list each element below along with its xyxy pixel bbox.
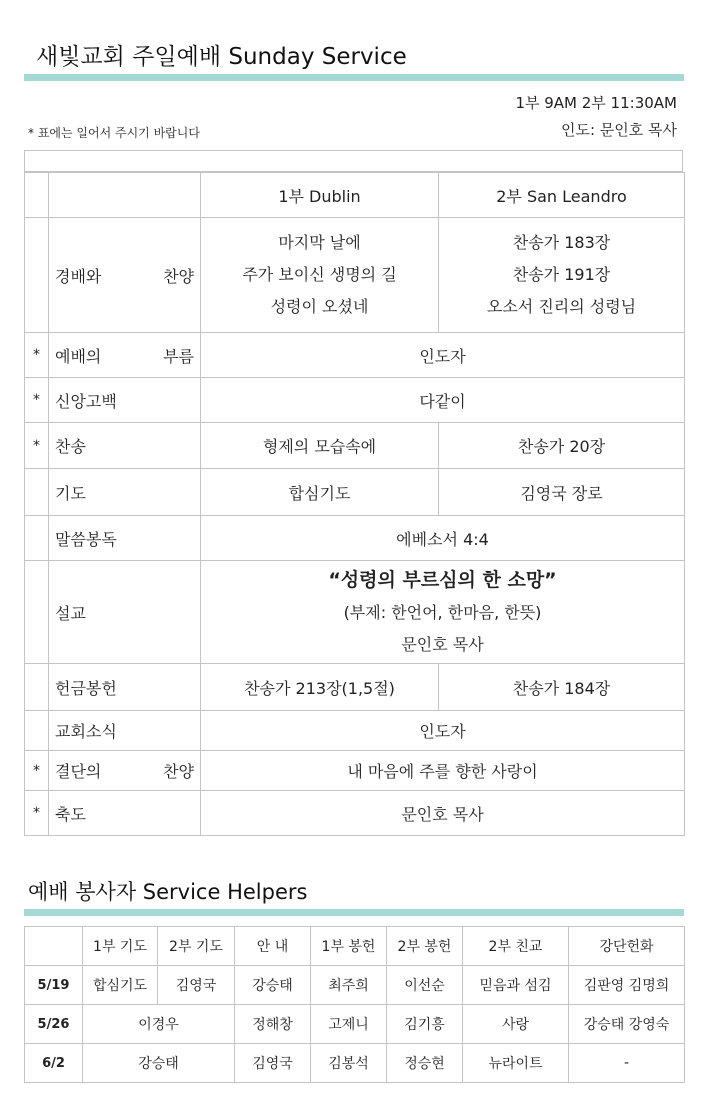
prayer-second: 김영국 장로 — [439, 469, 685, 516]
service-helpers-table — [24, 926, 685, 1083]
stand-mark: * — [25, 378, 49, 423]
col-second-service: 2부 San Leandro — [439, 173, 685, 218]
worship-first — [201, 218, 439, 333]
helper-cell: 믿음과 섬김 — [463, 966, 569, 1005]
helper-cell: 사랑 — [463, 1005, 569, 1044]
helpers-header: 안 내 — [235, 927, 311, 966]
label-offering: 헌금봉헌 — [49, 664, 201, 711]
prayer-first: 합심기도 — [201, 469, 439, 516]
song: 찬송가 191장 — [512, 265, 611, 284]
helper-cell: 김봉석 — [311, 1044, 387, 1083]
helpers-header-row — [25, 927, 685, 966]
helper-cell: - — [569, 1044, 685, 1083]
helpers-header: 1부 기도 — [83, 927, 158, 966]
helper-cell: 정해창 — [235, 1005, 311, 1044]
row-scripture — [25, 516, 685, 561]
row-hymn — [25, 423, 685, 469]
helper-date: 5/19 — [25, 966, 83, 1005]
row-decision — [25, 751, 685, 791]
table-row — [25, 1044, 685, 1083]
service-leader: 인도: 문인호 목사 — [560, 121, 677, 139]
helper-cell: 김영국 — [158, 966, 235, 1005]
label-news: 교회소식 — [49, 711, 201, 751]
helper-cell: 합심기도 — [83, 966, 158, 1005]
sermon-cell — [201, 561, 685, 664]
helper-cell: 정승현 — [387, 1044, 463, 1083]
helpers-header: 강단헌화 — [569, 927, 685, 966]
scripture-value: 에베소서 4:4 — [201, 516, 685, 561]
label-scripture: 말씀봉독 — [49, 516, 201, 561]
row-prayer — [25, 469, 685, 516]
song: 찬송가 183장 — [512, 233, 611, 252]
table-row — [25, 1005, 685, 1044]
hymn-second: 찬송가 20장 — [439, 423, 685, 469]
col-first-service: 1부 Dublin — [201, 173, 439, 218]
sermon-subtitle: (부제: 한언어, 한마음, 한뜻) — [343, 603, 542, 622]
news-value: 인도자 — [201, 711, 685, 751]
row-sermon — [25, 561, 685, 664]
helpers-header: 2부 친교 — [463, 927, 569, 966]
helper-cell: 고제니 — [311, 1005, 387, 1044]
label-benediction: 축도 — [49, 791, 201, 836]
standing-note: * 표에는 일어서 주시기 바랍니다 — [28, 126, 200, 140]
stand-mark: * — [25, 333, 49, 378]
helpers-header: 2부 봉헌 — [387, 927, 463, 966]
label-sermon: 설교 — [49, 561, 201, 664]
hymn-first: 형제의 모습속에 — [201, 423, 439, 469]
helper-date: 6/2 — [25, 1044, 83, 1083]
row-call-to-worship — [25, 333, 685, 378]
sermon-preacher: 문인호 목사 — [401, 635, 484, 654]
service-times: 1부 9AM 2부 11:30AM — [515, 94, 677, 112]
helpers-title: 예배 봉사자 Service Helpers — [28, 880, 308, 904]
label-creed: 신앙고백 — [49, 378, 201, 423]
helper-cell: 이경우 — [83, 1005, 235, 1044]
song: 오소서 진리의 성령님 — [486, 297, 637, 316]
title-divider — [24, 74, 684, 81]
helper-cell: 최주희 — [311, 966, 387, 1005]
row-worship — [25, 218, 685, 333]
stand-mark: * — [25, 751, 49, 791]
helpers-divider — [24, 909, 684, 916]
helper-cell: 강승태 — [235, 966, 311, 1005]
table-row — [25, 966, 685, 1005]
song: 주가 보이신 생명의 길 — [242, 265, 397, 284]
offering-first: 찬송가 213장(1,5절) — [201, 664, 439, 711]
creed-value: 다같이 — [201, 378, 685, 423]
row-offering — [25, 664, 685, 711]
offering-second: 찬송가 184장 — [439, 664, 685, 711]
row-benediction — [25, 791, 685, 836]
song: 마지막 날에 — [278, 233, 361, 252]
helper-cell: 이선순 — [387, 966, 463, 1005]
helpers-header: 2부 기도 — [158, 927, 235, 966]
song: 성령이 오셨네 — [270, 297, 369, 316]
row-creed — [25, 378, 685, 423]
service-info — [515, 90, 677, 144]
blank-row — [24, 150, 683, 172]
stand-mark: * — [25, 791, 49, 836]
label-call: 예배의 부름 — [49, 333, 201, 378]
page-title: 새빛교회 주일예배 Sunday Service — [36, 44, 407, 70]
helper-cell: 김기흥 — [387, 1005, 463, 1044]
worship-second — [439, 218, 685, 333]
row-news — [25, 711, 685, 751]
helper-cell: 강승태 — [83, 1044, 235, 1083]
label-hymn: 찬송 — [49, 423, 201, 469]
call-value: 인도자 — [201, 333, 685, 378]
helper-cell: 김영국 — [235, 1044, 311, 1083]
label-worship: 경배와 찬양 — [49, 218, 201, 333]
helpers-header: 1부 봉헌 — [311, 927, 387, 966]
helper-cell: 뉴라이트 — [463, 1044, 569, 1083]
label-prayer: 기도 — [49, 469, 201, 516]
stand-mark: * — [25, 423, 49, 469]
label-decision: 결단의 찬양 — [49, 751, 201, 791]
helper-cell: 강승태 강영숙 — [569, 1005, 685, 1044]
order-of-service-table — [24, 172, 685, 836]
column-header-row — [25, 173, 685, 218]
helper-cell: 김판영 김명희 — [569, 966, 685, 1005]
sermon-title: “성령의 부르심의 한 소망” — [328, 569, 557, 591]
benediction-value: 문인호 목사 — [201, 791, 685, 836]
decision-value: 내 마음에 주를 향한 사랑이 — [201, 751, 685, 791]
helper-date: 5/26 — [25, 1005, 83, 1044]
